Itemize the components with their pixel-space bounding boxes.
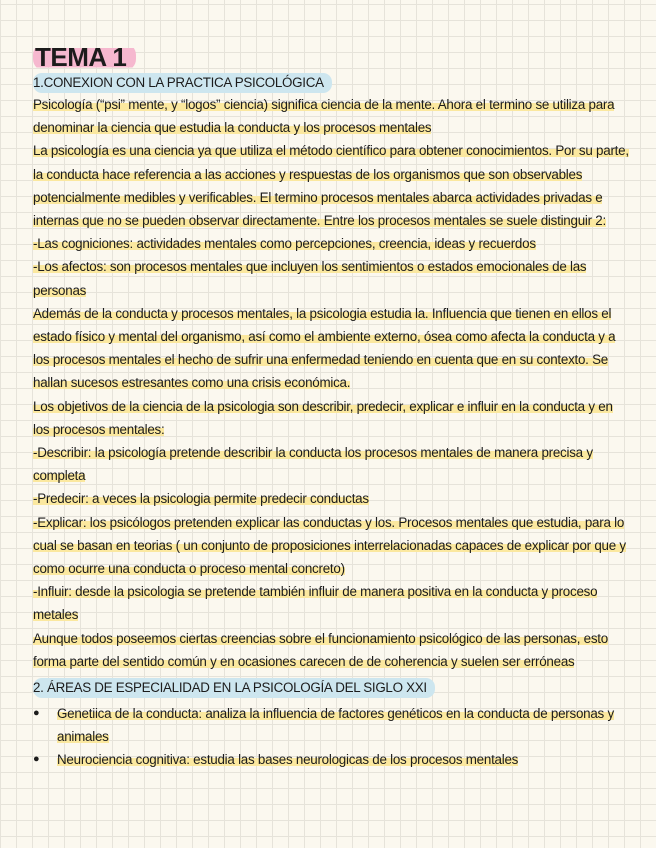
- term-explicar: -Explicar: [33, 514, 83, 530]
- item-explicar: [33, 511, 629, 581]
- paragraph-influence-text: Además de la conducta y procesos mentales, la psicologia estudia la. Influencia que tienen en ellos el estado físico y mental del organismo, así como el ambiente externo, ósea como afecta la conducta y a los procesos mentales el hecho de sufrir una enfermedad teniendo en cuenta que en su contexto. Se hallan sucesos estresantes como una crisis económica.: [33, 305, 616, 391]
- page-title: TEMA 1: [33, 43, 136, 71]
- paragraph-definition-text: Psicología (“psi” mente, y “logos” ciencia) significa ciencia de la mente. Ahora el termino se utiliza para denominar la ciencia que estudia la conducta y los procesos mentales: [33, 97, 615, 136]
- paragraph-objectives: [33, 395, 629, 441]
- list-item: [33, 748, 629, 771]
- term-describir: -Describir: [33, 445, 88, 461]
- item-describir: [33, 441, 629, 487]
- text-afectos: : son procesos mentales que incluyen los sentimientos o estados emocionales de las personas: [33, 259, 587, 298]
- text-describir: : la psicología pretende describir la conducta los procesos mentales de manera precisa y completa: [33, 445, 593, 484]
- paragraph-common-sense: [33, 627, 629, 673]
- paragraph-common-sense-text: Aunque todos poseemos ciertas creencias sobre el funcionamiento psicológico de las personas, esto forma parte del sentido común y en ocasiones carecen de de coherencia y suelen ser erróneas: [33, 630, 608, 669]
- term-predecir: -Predecir: [33, 491, 86, 507]
- item-predecir: [33, 487, 629, 510]
- area-text: : analiza la influencia de factores genéticos en la conducta de personas y animales: [57, 706, 614, 745]
- areas-list: [33, 702, 629, 772]
- section-2-heading: 2. ÁREAS DE ESPECIALIDAD EN LA PSICOLOGÍA DEL SIGLO XXI: [33, 678, 435, 698]
- bullet-icon: ●: [33, 707, 40, 720]
- text-cogniciones: : actividades mentales como percepciones, creencia, ideas y recuerdos: [129, 236, 536, 252]
- area-text: : estudia las bases neurologicas de los procesos mentales: [186, 752, 519, 768]
- term-cogniciones: -Las cogniciones: [33, 236, 130, 252]
- paragraph-definition: [33, 93, 629, 139]
- text-explicar: : los psicólogos pretenden explicar las conductas y los. Procesos mentales que estudia, para lo cual se basan en teorias ( un conjunto de proposiciones interrelacionadas capaces de explicar por que y como ocurre una conducta o proceso mental concreto): [33, 514, 626, 577]
- paragraph-science-text: La psicología es una ciencia ya que utiliza el método científico para obtener conocimientos. Por su parte, la conducta hace referencia a las acciones y respuestas de los organismos que son observables potencialmente medibles y verificables. El termino procesos mentales abarca actividades privadas e internas que no se pueden observar directamente. Entre los procesos mentales se suele distinguir 2:: [33, 143, 629, 229]
- list-item: [33, 702, 629, 748]
- item-afectos: [33, 255, 629, 301]
- area-term: Genetiica de la conducta: [57, 706, 199, 722]
- text-influir: : desde la psicologia se pretende también influir de manera positiva en la conducta y proceso metales: [33, 584, 598, 623]
- item-influir: [33, 580, 629, 626]
- bullet-icon: ●: [33, 753, 40, 766]
- paragraph-science: [33, 139, 629, 232]
- area-term: Neurociencia cognitiva: [57, 752, 187, 768]
- item-cogniciones: [33, 232, 629, 255]
- notes-page: [33, 43, 629, 772]
- term-afectos: -Los afectos: [33, 259, 103, 275]
- text-predecir: : a veces la psicologia permite predecir conductas: [85, 491, 369, 507]
- section-1-heading: 1.CONEXION CON LA PRACTICA PSICOLÓGICA: [33, 73, 332, 93]
- term-influir: -Influir: [33, 584, 69, 600]
- paragraph-influence: [33, 302, 629, 395]
- paragraph-objectives-text: Los objetivos de la ciencia de la psicologia son describir, predecir, explicar e influir en la conducta y en los procesos mentales:: [33, 398, 613, 437]
